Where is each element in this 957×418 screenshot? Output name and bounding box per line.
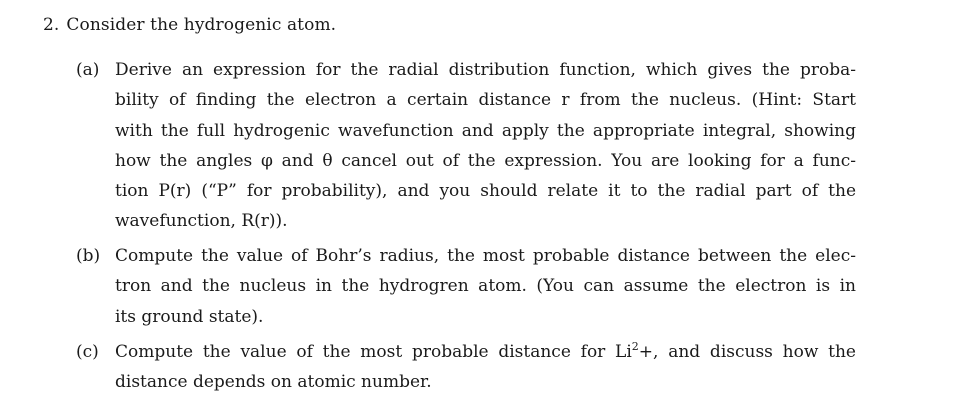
part-b-text — [115, 241, 856, 332]
part-c-label: (c) — [76, 342, 99, 362]
part-a-line: tion P(r) (“P” for probability), and you should relate it to the radial part of the — [115, 181, 856, 202]
part-b-line: Compute the value of Bohr’s radius, the most probable distance between the elec- — [115, 246, 856, 266]
question-heading — [43, 12, 336, 38]
part-b-label: (b) — [76, 246, 101, 266]
part-b — [76, 241, 856, 332]
part-a — [76, 55, 856, 237]
part-c — [76, 337, 856, 398]
part-c-line: distance depends on atomic number. — [115, 372, 432, 393]
li-charge-superscript: 2 — [631, 340, 639, 353]
question-prompt: Consider the hydrogenic atom. — [66, 15, 337, 35]
part-a-text — [115, 55, 856, 237]
part-a-label: (a) — [76, 60, 100, 80]
part-b-line: tron and the nucleus in the hydrogren atom. (You can assume the electron is in — [115, 276, 856, 297]
part-a-line: with the full hydrogenic wavefunction and apply the appropriate integral, showing — [115, 120, 856, 141]
part-c-text — [115, 337, 856, 398]
part-c-line-start: Compute the value of the most probable distance for Li — [115, 342, 632, 362]
part-c-line-end: +, and discuss how the — [638, 342, 856, 362]
part-a-line: how the angles φ and θ cancel out of the expression. You are looking for a func- — [115, 150, 856, 171]
part-a-line: bility of finding the electron a certain distance r from the nucleus. (Hint: Start — [115, 90, 856, 111]
part-a-line: Derive an expression for the radial distribution function, which gives the proba- — [115, 60, 856, 80]
question-number: 2. — [43, 15, 60, 35]
part-a-line: wavefunction, R(r)). — [115, 211, 288, 232]
part-c-line — [115, 337, 856, 367]
part-b-line: its ground state). — [115, 306, 264, 327]
